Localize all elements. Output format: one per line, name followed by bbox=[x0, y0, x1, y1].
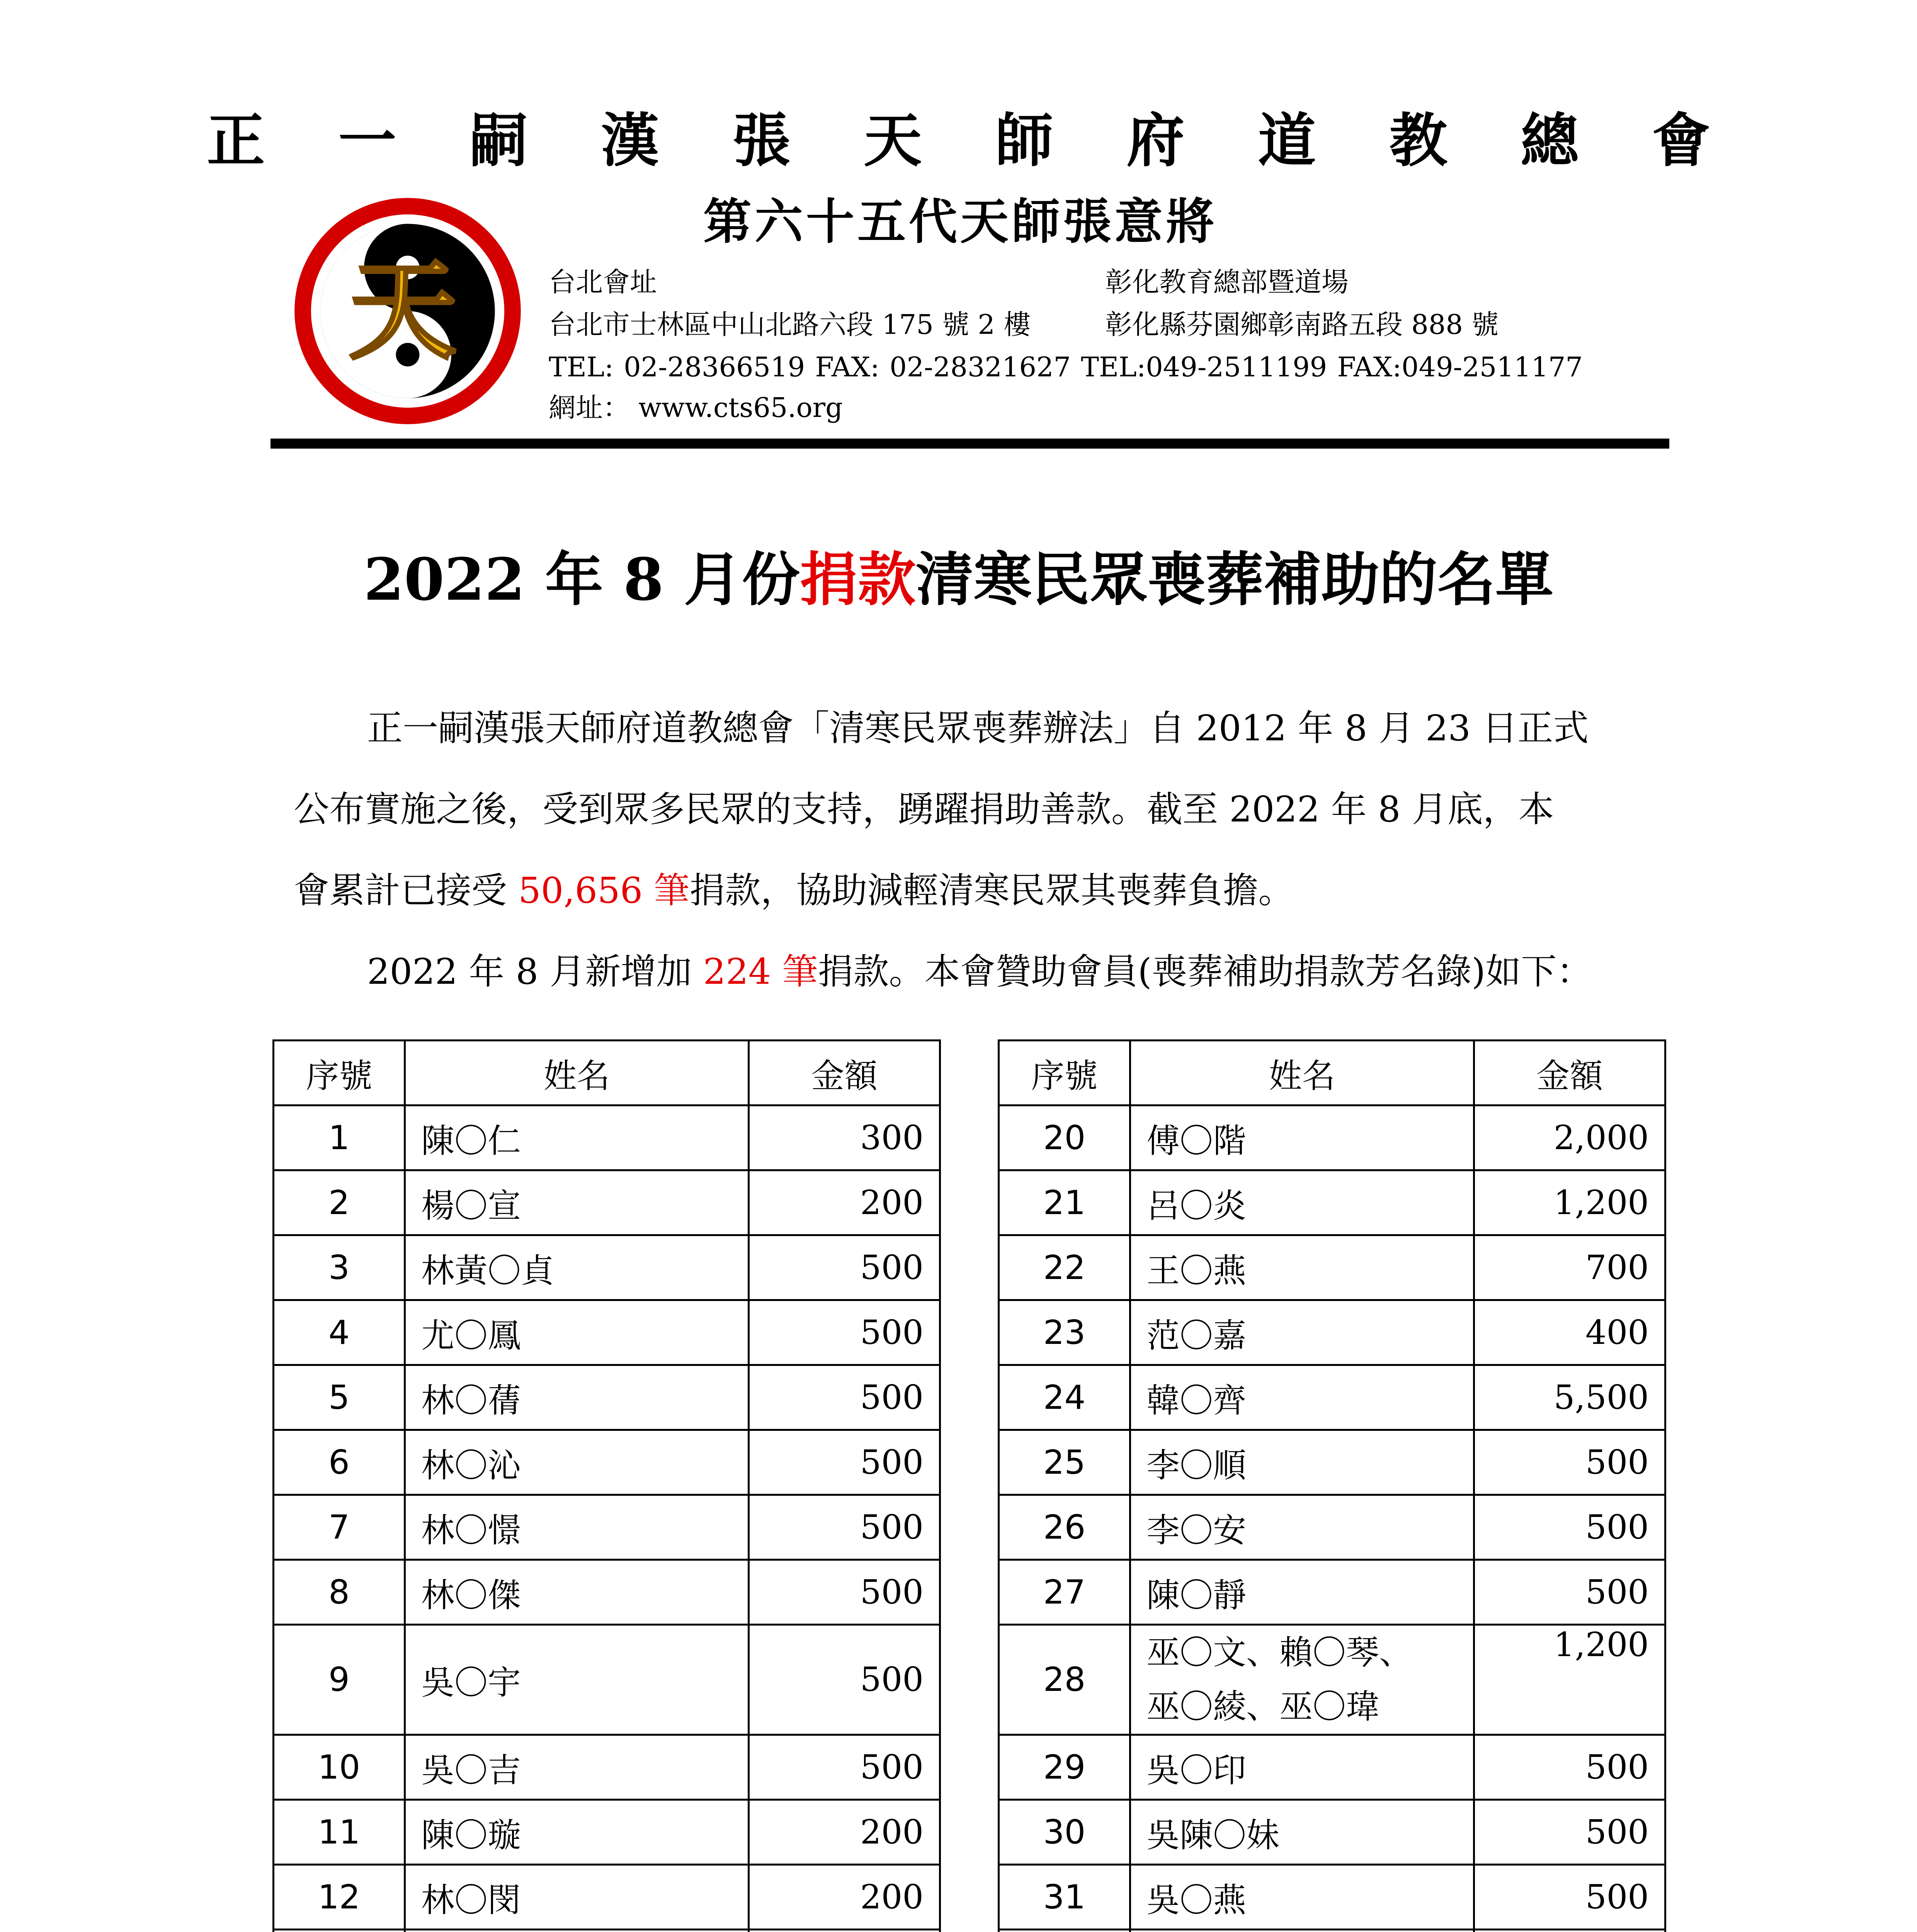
row-number: 29 bbox=[999, 1735, 1130, 1800]
org-name-char: 道 bbox=[1258, 107, 1316, 175]
row-number: 5 bbox=[274, 1365, 405, 1430]
column-header-no: 序號 bbox=[274, 1041, 405, 1105]
donor-name-line: 巫〇綾、巫〇瑋 bbox=[1146, 1687, 1379, 1726]
row-number: 6 bbox=[274, 1430, 405, 1495]
donor-name: 尤〇鳳 bbox=[405, 1300, 749, 1365]
org-name-char: 天 bbox=[864, 107, 922, 175]
monthly-count: 224 筆 bbox=[703, 951, 818, 992]
table-row bbox=[274, 1930, 940, 1932]
row-number: 10 bbox=[274, 1735, 405, 1800]
donor-name bbox=[1130, 1625, 1474, 1735]
row-number: 26 bbox=[999, 1495, 1130, 1560]
donation-amount: 200 bbox=[749, 1865, 940, 1930]
contact-numbers: TEL: 02-28366519 FAX: 02-28321627 TEL:049-2511199 FAX:049-2511177 bbox=[549, 351, 1583, 383]
row-number: 27 bbox=[999, 1560, 1130, 1625]
table-row bbox=[999, 1560, 1665, 1625]
donation-amount: 500 bbox=[1474, 1865, 1665, 1930]
donation-amount: 500 bbox=[749, 1560, 940, 1625]
donor-name: 李〇安 bbox=[1130, 1495, 1474, 1560]
intro-line-1: 正一嗣漢張天師府道教總會「清寒民眾喪葬辦法」自 2012 年 8 月 23 日正式 bbox=[367, 707, 1589, 749]
table-header-row bbox=[274, 1041, 940, 1105]
svg-text:天: 天 bbox=[349, 247, 458, 375]
total-count: 50,656 筆 bbox=[518, 870, 690, 911]
row-number: 30 bbox=[999, 1800, 1130, 1865]
donation-amount: 500 bbox=[1474, 1560, 1665, 1625]
donation-amount: 1,200 bbox=[1474, 1625, 1665, 1735]
table-row bbox=[274, 1170, 940, 1235]
donor-name: 林〇閔 bbox=[405, 1865, 749, 1930]
table-row bbox=[274, 1430, 940, 1495]
table-row bbox=[274, 1300, 940, 1365]
column-header-amount: 金額 bbox=[1474, 1041, 1665, 1105]
column-header-name: 姓名 bbox=[1130, 1041, 1474, 1105]
donation-amount: 1,200 bbox=[1474, 1170, 1665, 1235]
donor-name: 林〇傑 bbox=[405, 1560, 749, 1625]
row-number: 25 bbox=[999, 1430, 1130, 1495]
table-row bbox=[999, 1300, 1665, 1365]
org-name-char: 師 bbox=[995, 107, 1053, 175]
donor-name-line: 巫〇文、賴〇琴、 bbox=[1146, 1633, 1412, 1672]
donation-amount: 200 bbox=[749, 1800, 940, 1865]
table-row bbox=[999, 1625, 1665, 1735]
table-row bbox=[274, 1625, 940, 1735]
donor-name: 王〇燕 bbox=[1130, 1235, 1474, 1300]
table-header-row bbox=[999, 1041, 1665, 1105]
column-header-amount: 金額 bbox=[749, 1041, 940, 1105]
changhua-address: 彰化縣芬園鄉彰南路五段 888 號 bbox=[1105, 309, 1499, 340]
donor-name: 林〇蒨 bbox=[405, 1365, 749, 1430]
table-row bbox=[999, 1430, 1665, 1495]
row-number: 3 bbox=[274, 1235, 405, 1300]
donation-amount: 2,000 bbox=[1474, 1105, 1665, 1170]
table-row bbox=[999, 1365, 1665, 1430]
row-number: 12 bbox=[274, 1865, 405, 1930]
donor-name: 傅〇階 bbox=[1130, 1105, 1474, 1170]
org-name-char: 教 bbox=[1389, 107, 1448, 175]
donor-name: 林黃〇貞 bbox=[405, 1235, 749, 1300]
donor-name: 呂〇炎 bbox=[1130, 1170, 1474, 1235]
taoist-association-logo bbox=[290, 193, 526, 429]
taipei-label: 台北會址 bbox=[549, 266, 657, 298]
donor-name: 吳〇燕 bbox=[1130, 1865, 1474, 1930]
table-row bbox=[274, 1735, 940, 1800]
row-number: 1 bbox=[274, 1105, 405, 1170]
donor-name bbox=[405, 1930, 749, 1932]
table-row bbox=[999, 1865, 1665, 1930]
table-row bbox=[274, 1865, 940, 1930]
org-name-char: 漢 bbox=[601, 107, 659, 175]
donor-name: 韓〇齊 bbox=[1130, 1365, 1474, 1430]
celestial-master-title: 第六十五代天師張意將 bbox=[703, 194, 1217, 250]
donor-table-left bbox=[272, 1039, 941, 1932]
donor-name: 陳〇仁 bbox=[405, 1105, 749, 1170]
row-number: 23 bbox=[999, 1300, 1130, 1365]
org-name-char: 府 bbox=[1126, 107, 1185, 175]
donation-amount: 400 bbox=[1474, 1300, 1665, 1365]
table-row bbox=[274, 1800, 940, 1865]
donor-name: 陳〇靜 bbox=[1130, 1560, 1474, 1625]
donation-amount: 500 bbox=[749, 1735, 940, 1800]
donation-amount bbox=[749, 1930, 940, 1932]
donor-name: 吳陳〇妹 bbox=[1130, 1800, 1474, 1865]
donor-name: 范〇嘉 bbox=[1130, 1300, 1474, 1365]
table-row bbox=[999, 1105, 1665, 1170]
donor-table-right bbox=[998, 1039, 1666, 1932]
table-row bbox=[274, 1560, 940, 1625]
donation-amount: 500 bbox=[1474, 1800, 1665, 1865]
donation-amount: 500 bbox=[1474, 1430, 1665, 1495]
donor-name: 楊〇宣 bbox=[405, 1170, 749, 1235]
donor-name: 吳〇吉 bbox=[405, 1735, 749, 1800]
donation-amount: 700 bbox=[1474, 1235, 1665, 1300]
table-row bbox=[274, 1105, 940, 1170]
header-divider bbox=[270, 439, 1669, 449]
donation-amount bbox=[1474, 1930, 1665, 1932]
donor-name: 吳〇印 bbox=[1130, 1735, 1474, 1800]
taipei-address: 台北市士林區中山北路六段 175 號 2 樓 bbox=[549, 309, 1031, 340]
website: 網址： www.cts65.org bbox=[549, 392, 843, 423]
title-prefix: 2022 年 8 月份 bbox=[364, 546, 800, 614]
donation-amount: 500 bbox=[1474, 1495, 1665, 1560]
org-name-char: 總 bbox=[1521, 107, 1579, 175]
intro-line-2: 公布實施之後，受到眾多民眾的支持，踴躍捐助善款。截至 2022 年 8 月底，本 bbox=[294, 789, 1554, 830]
row-number: 8 bbox=[274, 1560, 405, 1625]
changhua-label: 彰化教育總部暨道場 bbox=[1105, 266, 1349, 298]
table-row bbox=[999, 1235, 1665, 1300]
donation-amount: 500 bbox=[749, 1300, 940, 1365]
donation-amount: 5,500 bbox=[1474, 1365, 1665, 1430]
table-row bbox=[274, 1235, 940, 1300]
table-row bbox=[999, 1800, 1665, 1865]
table-row bbox=[999, 1170, 1665, 1235]
row-number bbox=[274, 1930, 405, 1932]
title-highlight: 捐款 bbox=[799, 546, 916, 614]
donor-name: 林〇沁 bbox=[405, 1430, 749, 1495]
donation-amount: 500 bbox=[1474, 1735, 1665, 1800]
row-number: 31 bbox=[999, 1865, 1130, 1930]
donation-amount: 500 bbox=[749, 1495, 940, 1560]
table-row bbox=[274, 1365, 940, 1430]
intro-line-3: 會累計已接受 50,656 筆捐款，協助減輕清寒民眾其喪葬負擔。 bbox=[294, 870, 1294, 911]
row-number: 21 bbox=[999, 1170, 1130, 1235]
row-number: 2 bbox=[274, 1170, 405, 1235]
donation-amount: 300 bbox=[749, 1105, 940, 1170]
donation-amount: 500 bbox=[749, 1235, 940, 1300]
donor-name: 吳〇宇 bbox=[405, 1625, 749, 1735]
table-row bbox=[274, 1495, 940, 1560]
row-number: 20 bbox=[999, 1105, 1130, 1170]
row-number: 22 bbox=[999, 1235, 1130, 1300]
donation-amount: 500 bbox=[749, 1430, 940, 1495]
row-number: 28 bbox=[999, 1625, 1130, 1735]
table-row bbox=[999, 1495, 1665, 1560]
page-title bbox=[0, 541, 1917, 618]
table-row bbox=[999, 1930, 1665, 1932]
org-name-char: 一 bbox=[338, 107, 396, 175]
donation-amount: 500 bbox=[749, 1625, 940, 1735]
column-header-no: 序號 bbox=[999, 1041, 1130, 1105]
organization-name bbox=[0, 104, 1917, 178]
donor-name: 陳〇璇 bbox=[405, 1800, 749, 1865]
org-name-char: 嗣 bbox=[469, 107, 528, 175]
row-number: 7 bbox=[274, 1495, 405, 1560]
donation-amount: 500 bbox=[749, 1365, 940, 1430]
monthly-summary: 2022 年 8 月新增加 224 筆捐款。本會贊助會員(喪葬補助捐款芳名錄)如下： bbox=[367, 951, 1592, 992]
donation-amount: 200 bbox=[749, 1170, 940, 1235]
row-number: 4 bbox=[274, 1300, 405, 1365]
table-row bbox=[999, 1735, 1665, 1800]
donor-name bbox=[1130, 1930, 1474, 1932]
org-name-char: 會 bbox=[1652, 107, 1710, 175]
donor-name: 林〇憬 bbox=[405, 1495, 749, 1560]
row-number: 11 bbox=[274, 1800, 405, 1865]
donor-name: 李〇順 bbox=[1130, 1430, 1474, 1495]
org-name-char: 張 bbox=[732, 107, 791, 175]
org-name-char: 正 bbox=[207, 107, 265, 175]
row-number: 24 bbox=[999, 1365, 1130, 1430]
row-number: 9 bbox=[274, 1625, 405, 1735]
column-header-name: 姓名 bbox=[405, 1041, 749, 1105]
title-suffix: 清寒民眾喪葬補助的名單 bbox=[915, 546, 1553, 614]
intro-paragraph bbox=[294, 688, 1623, 931]
row-number bbox=[999, 1930, 1130, 1932]
